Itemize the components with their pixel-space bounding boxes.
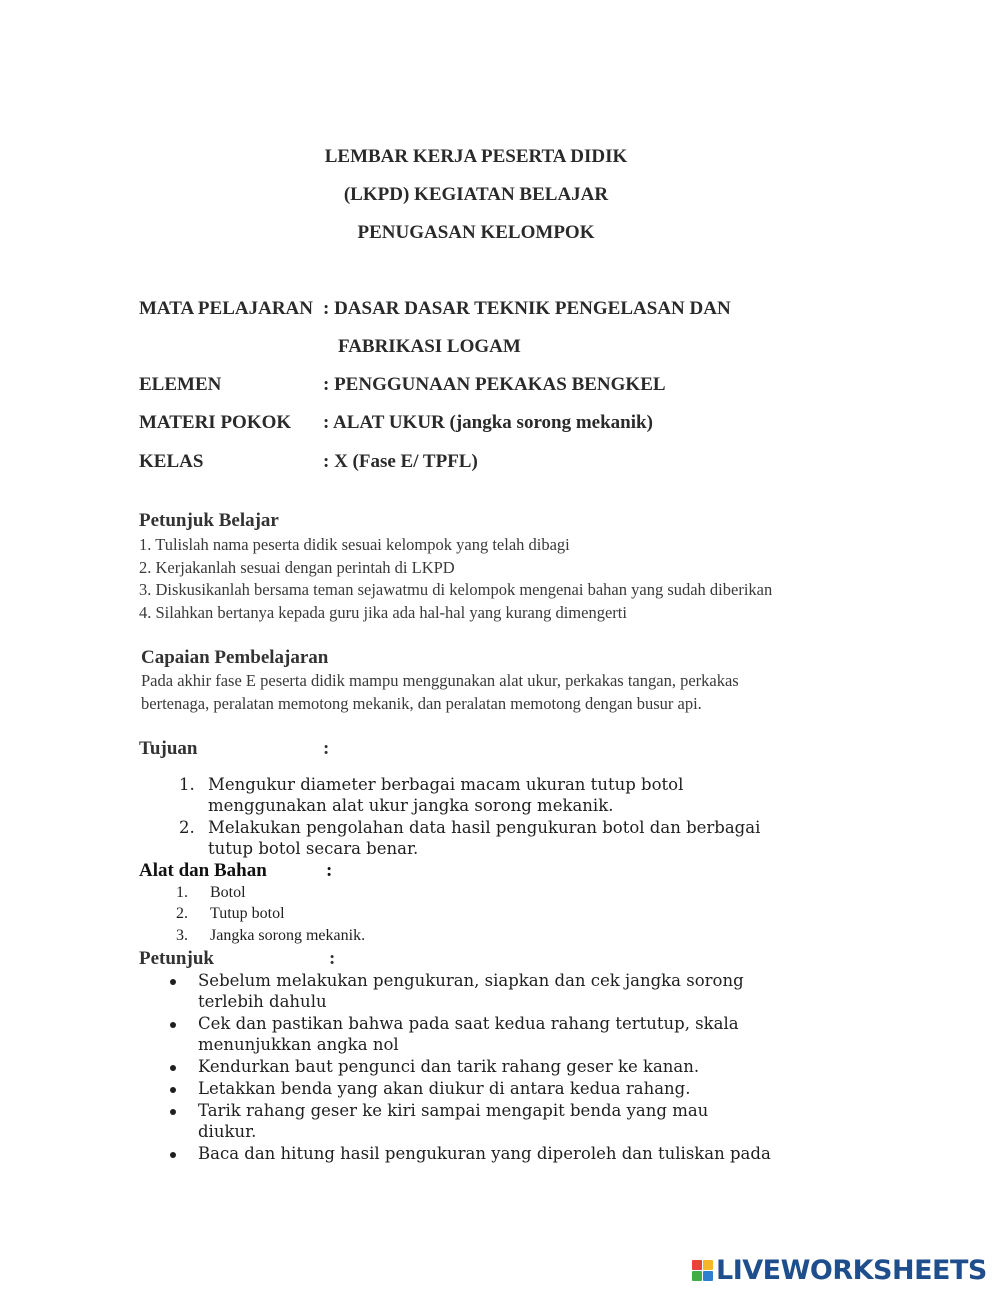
bullet-icon <box>170 1152 176 1158</box>
petunjuk-heading: Petunjuk <box>139 948 214 969</box>
alat-bahan-item: Jangka sorong mekanik. <box>210 927 366 944</box>
bullet-icon <box>170 1065 176 1071</box>
mata-pelajaran-value: : DASAR DASAR TEKNIK PENGELASAN DAN <box>323 298 731 319</box>
petunjuk-belajar-heading: Petunjuk Belajar <box>139 510 279 531</box>
alat-bahan-number: 1. <box>176 884 188 901</box>
petunjuk-belajar-item: 1. Tulislah nama peserta didik sesuai kelompok yang telah dibagi <box>139 535 570 554</box>
petunjuk-colon: : <box>329 948 336 969</box>
tujuan-item-line: tutup botol secara benar. <box>208 839 419 858</box>
elemen-label: ELEMEN <box>139 374 222 395</box>
alat-bahan-number: 3. <box>176 927 188 944</box>
petunjuk-item-line: diukur. <box>198 1122 257 1141</box>
capaian-heading: Capaian Pembelajaran <box>141 647 329 668</box>
kelas-label: KELAS <box>139 451 204 472</box>
logo-square <box>692 1260 702 1270</box>
petunjuk-item-line: Cek dan pastikan bahwa pada saat kedua rahang tertutup, skala <box>198 1014 739 1033</box>
logo-text: LIVEWORKSHEETS <box>716 1254 987 1286</box>
materi-pokok-value: : ALAT UKUR (jangka sorong mekanik) <box>323 412 653 433</box>
tujuan-item-line: Melakukan pengolahan data hasil pengukuran botol dan berbagai <box>208 818 761 837</box>
tujuan-item-line: Mengukur diameter berbagai macam ukuran tutup botol <box>208 775 684 794</box>
petunjuk-item-line: Sebelum melakukan pengukuran, siapkan dan cek jangka sorong <box>198 971 744 990</box>
tujuan-item-number: 2. <box>179 818 195 837</box>
tujuan-heading: Tujuan <box>139 738 198 759</box>
alat-bahan-number: 2. <box>176 905 188 922</box>
logo-square <box>703 1271 713 1281</box>
petunjuk-item-line: Baca dan hitung hasil pengukuran yang diperoleh dan tuliskan pada <box>198 1144 771 1163</box>
petunjuk-belajar-item: 2. Kerjakanlah sesuai dengan perintah di LKPD <box>139 558 455 577</box>
petunjuk-belajar-item: 3. Diskusikanlah bersama teman sejawatmu di kelompok mengenai bahan yang sudah diberikan <box>139 580 773 599</box>
petunjuk-item-line: Tarik rahang geser ke kiri sampai mengapit benda yang mau <box>198 1101 709 1120</box>
liveworksheets-logo <box>692 1254 987 1286</box>
alat-bahan-item: Tutup botol <box>210 905 285 922</box>
petunjuk-item-line: Kendurkan baut pengunci dan tarik rahang geser ke kanan. <box>198 1057 700 1076</box>
title-line-1: LEMBAR KERJA PESERTA DIDIK <box>324 146 628 167</box>
tujuan-item-line: menggunakan alat ukur jangka sorong mekanik. <box>208 796 614 815</box>
bullet-icon <box>170 1109 176 1115</box>
title-line-3: PENUGASAN KELOMPOK <box>357 222 595 243</box>
petunjuk-item-line: terlebih dahulu <box>198 992 327 1011</box>
tujuan-item-number: 1. <box>179 775 195 794</box>
logo-square <box>703 1260 713 1270</box>
alat-bahan-item: Botol <box>210 884 246 901</box>
mata-pelajaran-label: MATA PELAJARAN <box>139 298 313 319</box>
mata-pelajaran-value-cont: FABRIKASI LOGAM <box>338 336 521 357</box>
alat-bahan-colon: : <box>326 860 333 881</box>
petunjuk-item-line: menunjukkan angka nol <box>198 1035 399 1054</box>
capaian-text-line: Pada akhir fase E peserta didik mampu menggunakan alat ukur, perkakas tangan, perkakas <box>141 671 739 690</box>
logo-square <box>692 1271 702 1281</box>
materi-pokok-label: MATERI POKOK <box>139 412 292 433</box>
petunjuk-belajar-item: 4. Silahkan bertanya kepada guru jika ada hal-hal yang kurang dimengerti <box>139 603 627 622</box>
tujuan-colon: : <box>323 738 330 759</box>
bullet-icon <box>170 979 176 985</box>
title-line-2: (LKPD) KEGIATAN BELAJAR <box>343 184 609 205</box>
kelas-value: : X (Fase E/ TPFL) <box>323 451 478 472</box>
alat-bahan-heading: Alat dan Bahan <box>139 860 267 881</box>
logo-mark-icon <box>692 1260 713 1281</box>
bullet-icon <box>170 1022 176 1028</box>
elemen-value: : PENGGUNAAN PEKAKAS BENGKEL <box>323 374 666 395</box>
petunjuk-item-line: Letakkan benda yang akan diukur di antara kedua rahang. <box>198 1079 691 1098</box>
bullet-icon <box>170 1087 176 1093</box>
capaian-text-line: bertenaga, peralatan memotong mekanik, dan peralatan memotong dengan busur api. <box>141 694 702 713</box>
